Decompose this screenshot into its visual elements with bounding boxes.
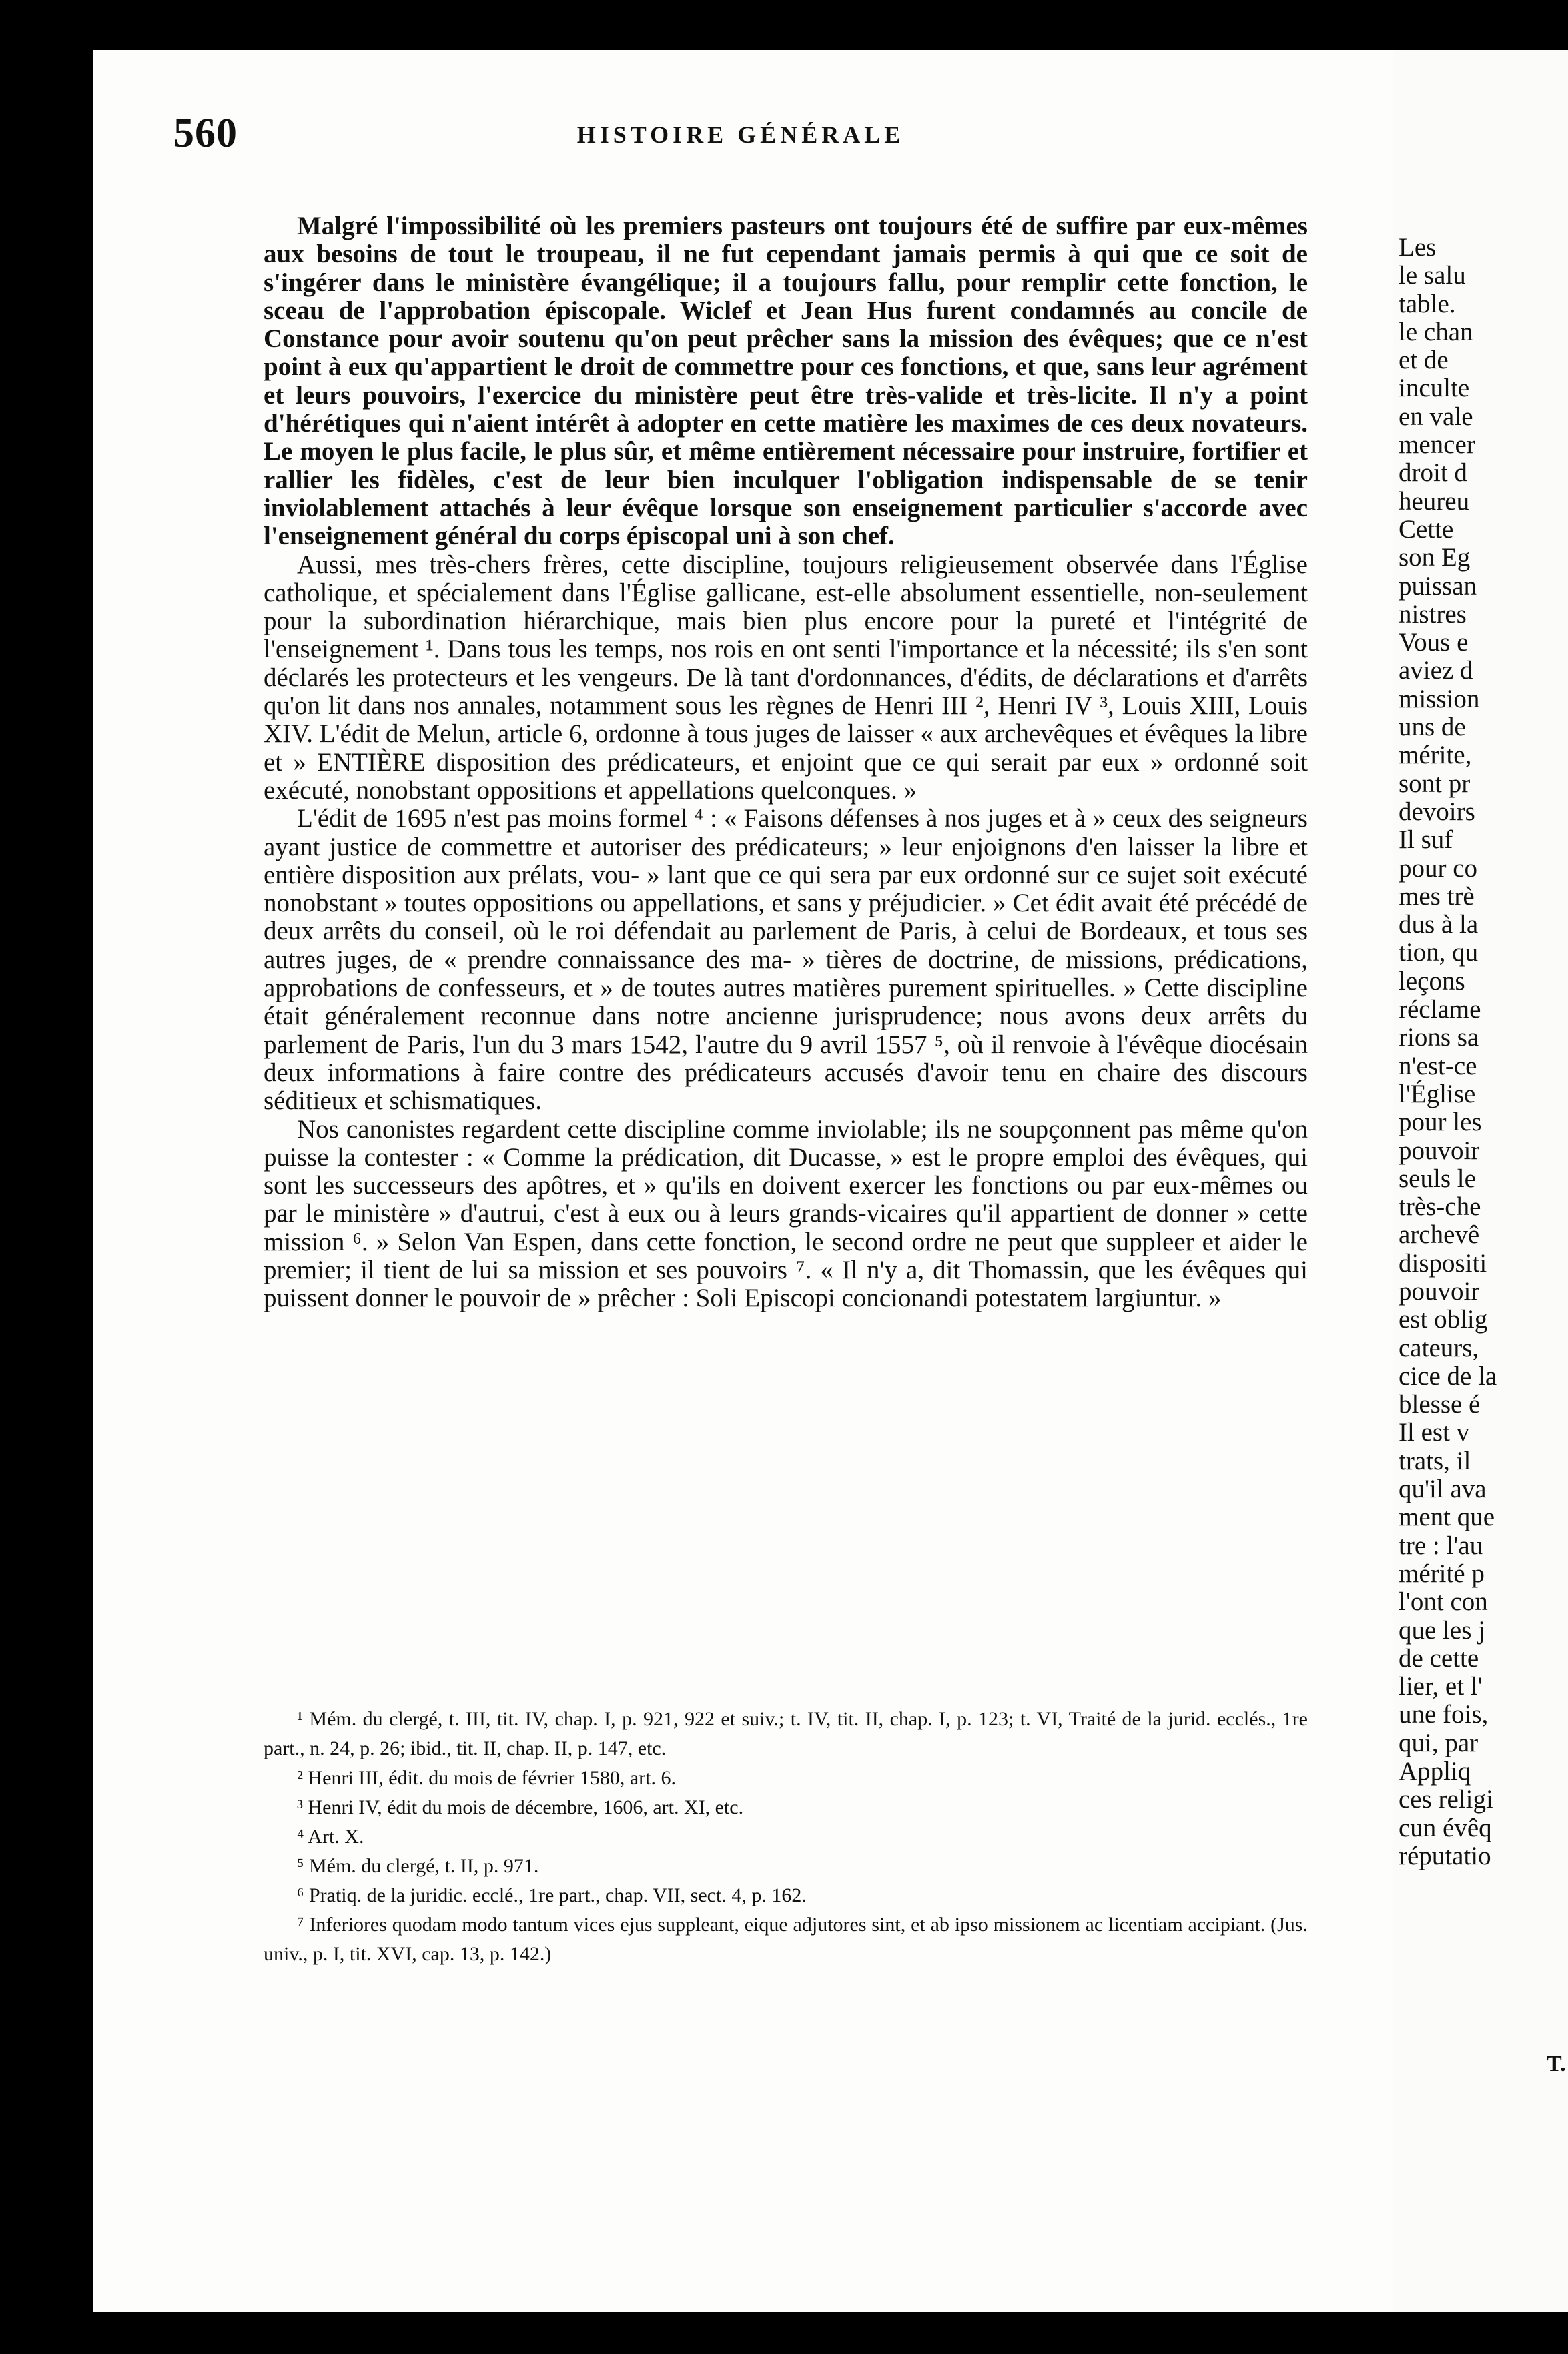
right-page-line: cice de la bbox=[1399, 1361, 1497, 1391]
right-page-line: mérité p bbox=[1399, 1559, 1485, 1588]
right-page-column bbox=[1393, 234, 1568, 1870]
right-page-line: qui, par bbox=[1399, 1728, 1479, 1757]
right-page-line: mencer bbox=[1399, 430, 1475, 460]
right-page-line: Vous e bbox=[1399, 628, 1469, 657]
footnote: ⁵ Mém. du clergé, t. II, p. 971. bbox=[297, 1855, 539, 1877]
right-page-line: Appliq bbox=[1399, 1757, 1471, 1786]
right-page-line: nistres bbox=[1399, 599, 1467, 629]
right-page-line: archevê bbox=[1399, 1220, 1480, 1250]
right-page-line: de cette bbox=[1399, 1643, 1479, 1673]
right-page-line: tre : l'au bbox=[1399, 1531, 1483, 1560]
right-page-line: le chan bbox=[1399, 317, 1473, 346]
right-page-line: devoirs bbox=[1399, 797, 1475, 826]
right-page-line: très-che bbox=[1399, 1192, 1481, 1222]
right-page-line: trats, il bbox=[1399, 1446, 1471, 1475]
right-page-line: leçons bbox=[1399, 966, 1465, 996]
right-page-line: que les j bbox=[1399, 1615, 1485, 1645]
right-page-line: rions sa bbox=[1399, 1023, 1479, 1052]
right-page-line: qu'il ava bbox=[1399, 1475, 1487, 1504]
footnote: ⁴ Art. X. bbox=[297, 1826, 364, 1848]
right-page-line: sont pr bbox=[1399, 769, 1471, 798]
right-page-line: Cette bbox=[1399, 514, 1454, 544]
right-page-line: Les bbox=[1399, 233, 1437, 262]
right-page-line: uns de bbox=[1399, 713, 1466, 742]
right-page-line: dus à la bbox=[1399, 910, 1479, 939]
right-page-line: blesse é bbox=[1399, 1390, 1481, 1419]
right-page-line: inculte bbox=[1399, 374, 1470, 403]
footnote: ⁷ Inferiores quodam modo tantum vices ejus suppleant, eique adjutores sint, et ab ipso missionem ac licentiam accipiant. (Jus. univ., p. I, tit. XVI, cap. 13, p. 142.) bbox=[264, 1914, 1308, 1965]
footnotes bbox=[264, 1705, 1308, 1969]
right-page-line: le salu bbox=[1399, 261, 1466, 290]
right-page-line: son Eg bbox=[1399, 543, 1471, 572]
right-page-line: aviez d bbox=[1399, 656, 1473, 685]
right-page-line: cateurs, bbox=[1399, 1333, 1479, 1362]
right-page-line: cun évêq bbox=[1399, 1813, 1492, 1842]
page-number: 560 bbox=[173, 111, 238, 156]
main-text bbox=[264, 212, 1308, 1313]
right-page-line: table. bbox=[1399, 289, 1456, 318]
right-page-line: mission bbox=[1399, 684, 1480, 713]
right-page-line: puissan bbox=[1399, 571, 1477, 601]
right-page-line: Il suf bbox=[1399, 825, 1453, 855]
right-page-line: une fois, bbox=[1399, 1700, 1489, 1729]
right-page-line: et de bbox=[1399, 346, 1449, 375]
right-page-line: en vale bbox=[1399, 402, 1473, 431]
right-page-line: l'Église bbox=[1399, 1079, 1476, 1108]
right-page-line: pouvoir bbox=[1399, 1136, 1480, 1165]
right-page-line: n'est-ce bbox=[1399, 1051, 1477, 1080]
right-page-line: Il est v bbox=[1399, 1418, 1470, 1447]
right-page-line: ces religi bbox=[1399, 1785, 1493, 1814]
right-page-line: est oblig bbox=[1399, 1305, 1488, 1334]
right-page-line: seuls le bbox=[1399, 1164, 1476, 1193]
paragraph: L'édit de 1695 n'est pas moins formel ⁴ : « Faisons défenses à nos juges et à » ceux des seigneurs ayant justice de commettre et autoriser des prédicateurs; » leur enjoignons d'en laisser la libre et entière disposition aux prélats, vou- » lant que ce qui sera par eux ordonné sur ce sujet soit exécuté nonobstant » toutes oppositions ou appellations, et sans y préjudicier. » Cet édit avait été précédé de deux arrêts du conseil, où le roi défendait au parlement de Paris, à celui de Bordeaux, et tous ses autres juges, de « prendre connaissance des ma- » tières de doctrine, de missions, prédications, approbations de confesseurs, et » de toutes autres matières purement spirituelles. » Cette discipline était généralement reconnue dans notre ancienne jurisprudence; nous avons deux arrêts du parlement de Paris, l'un du 3 mars 1542, l'autre du 9 avril 1557 ⁵, où il renvoie à l'évêque diocésain deux informations à faire contre des prédicateurs accusés d'avoir tenu en chaire des discours séditieux et schismatiques. bbox=[264, 804, 1308, 1116]
page-header bbox=[173, 110, 1308, 163]
paragraph: Aussi, mes très-chers frères, cette discipline, toujours religieusement observée dans l'Église catholique, et spécialement dans l'Église gallicane, est-elle absolument essentielle, non-seulement pour la subordination hiérarchique, mais bien plus encore pour la pureté et l'intégrité de l'enseignement ¹. Dans tous les temps, nos rois en ont senti l'importance et la nécessité; ils s'en sont déclarés les protecteurs et les vengeurs. De là tant d'ordonnances, d'édits, de déclarations et d'arrêts qu'on lit dans nos annales, notamment sous les règnes de Henri III ², Henri IV ³, Louis XIII, Louis XIV. L'édit de Melun, article 6, ordonne à tous juges de laisser « aux archevêques et évêques la libre et » ENTIÈRE disposition des prédicateurs, et enjoint que ce qui serait par eux » ordonné soit exécuté, nonobstant oppositions et appellations quelconques. » bbox=[264, 550, 1308, 805]
right-page-line: réputatio bbox=[1399, 1841, 1491, 1870]
right-page-line: ment que bbox=[1399, 1503, 1495, 1532]
right-page-line: l'ont con bbox=[1399, 1587, 1488, 1617]
paragraph: Nos canonistes regardent cette discipline comme inviolable; ils ne soupçonnent pas même qu'on puisse la contester : « Comme la prédication, dit Ducasse, » est le propre emploi des évêques, qui sont les successeurs des apôtres, et » qu'ils en doivent exercer les fonctions ou par eux-mêmes ou par le ministère » d'autrui, c'est à eux ou à leurs grands-vicaires qu'il appartient de donner » cette mission ⁶. » Selon Van Espen, dans cette fonction, le second ordre ne peut que suppleer et aider le premier; il tient de lui sa mission et ses pouvoirs ⁷. « Il n'y a, dit Thomassin, que les évêques qui puissent donner le pouvoir de » prêcher : Soli Episcopi concionandi potestatem largiuntur. » bbox=[264, 1114, 1308, 1313]
footnote: ¹ Mém. du clergé, t. III, tit. IV, chap. I, p. 921, 922 et suiv.; t. IV, tit. II, chap. I, p. 123; t. VI, Traité de la jurid. ecclés., 1re part., n. 24, p. 26; ibid., tit. II, chap. II, p. 147, etc. bbox=[264, 1708, 1308, 1759]
right-page-line: heureu bbox=[1399, 486, 1470, 516]
footnote: ³ Henri IV, édit du mois de décembre, 1606, art. XI, etc. bbox=[297, 1796, 744, 1818]
right-page-line: mérite, bbox=[1399, 741, 1472, 770]
right-page-line: pouvoir bbox=[1399, 1276, 1480, 1306]
right-page-line: tion, qu bbox=[1399, 938, 1479, 967]
right-page-signature: T. bbox=[1547, 2052, 1566, 2076]
right-page-line: réclame bbox=[1399, 995, 1481, 1024]
right-page bbox=[1393, 50, 1568, 2312]
right-page-line: droit d bbox=[1399, 458, 1467, 488]
right-page-line: pour les bbox=[1399, 1108, 1482, 1137]
right-page-line: dispositi bbox=[1399, 1248, 1487, 1278]
right-page-line: mes trè bbox=[1399, 881, 1475, 911]
footnote: ² Henri III, édit. du mois de février 1580, art. 6. bbox=[297, 1767, 676, 1789]
right-page-line: lier, et l' bbox=[1399, 1672, 1483, 1701]
right-page-line: pour co bbox=[1399, 853, 1478, 883]
running-head: HISTOIRE GÉNÉRALE bbox=[576, 121, 905, 148]
footnote: ⁶ Pratiq. de la juridic. ecclé., 1re part., chap. VII, sect. 4, p. 162. bbox=[297, 1884, 807, 1906]
paragraph: Malgré l'impossibilité où les premiers pasteurs ont toujours été de suffire par eux-mêmes aux besoins de tout le troupeau, il ne fut cependant jamais permis à qui que ce soit de s'ingérer dans le ministère évangélique; il a toujours fallu, pour remplir cette fonction, le sceau de l'approbation épiscopale. Wiclef et Jean Hus furent condamnés au concile de Constance pour avoir soutenu qu'on peut prêcher sans la mission des évêques; que ce n'est point à eux qu'appartient le droit de commettre pour ces fonctions, et que, sans leur agrément et leurs pouvoirs, l'exercice du ministère peut être très-valide et très-licite. Il n'y a point d'hérétiques qui n'aient intérêt à adopter en cette matière les maximes de ces deux novateurs. Le moyen le plus facile, le plus sûr, et même entièrement nécessaire pour instruire, fortifier et rallier les fidèles, c'est de leur bien inculquer l'obligation indispensable de se tenir inviolablement attachés à leur évêque lorsque son enseignement particulier s'accorde avec l'enseignement général du corps épiscopal uni à son chef. bbox=[264, 212, 1308, 551]
